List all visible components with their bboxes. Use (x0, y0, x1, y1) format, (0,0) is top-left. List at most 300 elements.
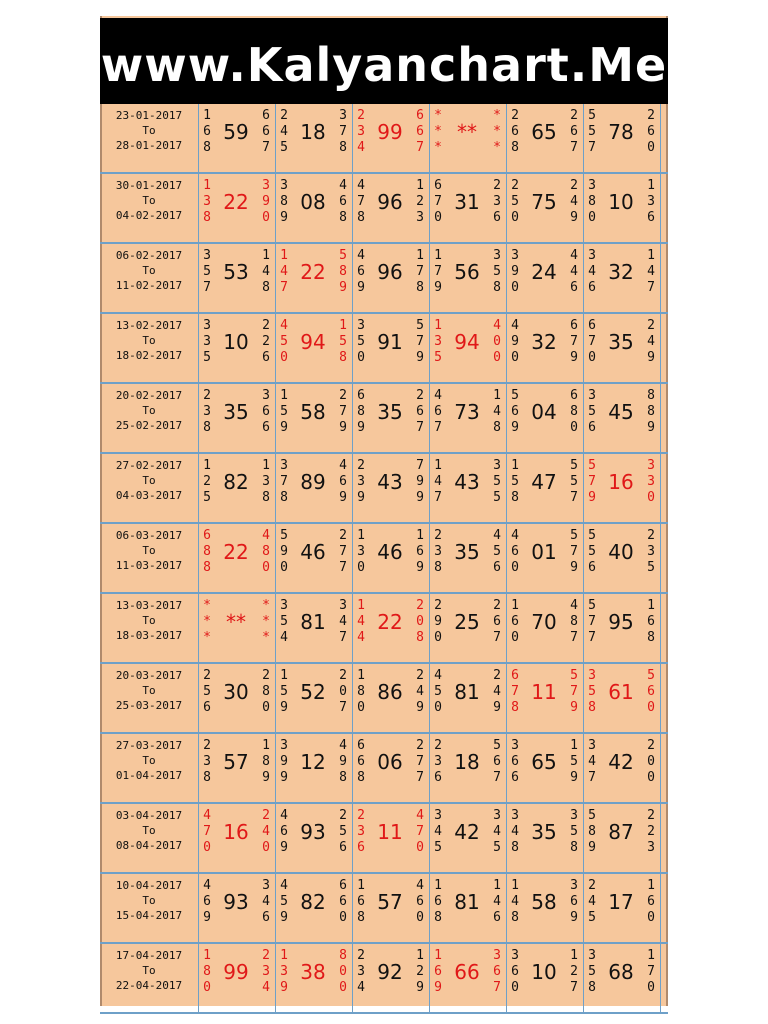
panna-digit: 8 (262, 280, 270, 295)
open-panna (201, 178, 213, 226)
column-divider (660, 594, 661, 664)
panna-digit: 7 (588, 334, 596, 349)
panna-digit: 8 (203, 140, 211, 155)
panna-digit: 5 (588, 684, 596, 699)
panna-digit: 4 (339, 738, 347, 753)
panna-digit: 4 (416, 684, 424, 699)
panna-digit: 4 (357, 248, 365, 263)
panna-digit: 2 (647, 808, 655, 823)
panna-digit: 5 (493, 474, 501, 489)
day-result-cell (352, 174, 429, 244)
date-line: 27-02-2017 (115, 459, 183, 472)
panna-digit: 2 (647, 738, 655, 753)
panna-digit: 3 (511, 808, 519, 823)
panna-digit: 1 (647, 598, 655, 613)
panna-digit: 2 (357, 458, 365, 473)
date-range (100, 878, 198, 923)
close-panna (491, 878, 503, 926)
panna-digit: 4 (280, 630, 288, 645)
panna-digit: 9 (280, 980, 288, 995)
panna-digit: 3 (280, 598, 288, 613)
day-result-cell (275, 244, 352, 314)
panna-digit: 2 (357, 108, 365, 123)
day-result-cell (583, 244, 660, 314)
panna-digit: 6 (203, 528, 211, 543)
panna-digit: 6 (493, 964, 501, 979)
week-row (100, 804, 668, 874)
week-row (100, 384, 668, 454)
panna-digit: 3 (434, 808, 442, 823)
panna-digit: 3 (339, 598, 347, 613)
open-panna (355, 948, 367, 996)
jodi-value: 58 (531, 890, 557, 914)
day-result-cell (583, 594, 660, 664)
panna-digit: 6 (511, 404, 519, 419)
panna-digit: 5 (647, 668, 655, 683)
panna-digit: 3 (203, 318, 211, 333)
panna-digit: 3 (511, 248, 519, 263)
panna-digit: 7 (339, 560, 347, 575)
panna-digit: 0 (339, 910, 347, 925)
panna-digit: 1 (203, 178, 211, 193)
jodi-value: 18 (300, 120, 326, 144)
date-line: 08-04-2017 (115, 839, 183, 852)
jodi-value: 75 (531, 190, 557, 214)
open-panna (278, 248, 290, 296)
jodi-value: 61 (608, 680, 634, 704)
open-panna (201, 108, 213, 156)
jodi-value: 06 (377, 750, 403, 774)
panna-digit: 8 (203, 420, 211, 435)
jodi-value: 99 (377, 120, 403, 144)
week-row (100, 874, 668, 944)
panna-digit: 9 (434, 614, 442, 629)
panna-digit: 5 (511, 474, 519, 489)
jodi-value: 10 (531, 960, 557, 984)
panna-digit: 9 (416, 350, 424, 365)
panna-digit: 7 (493, 630, 501, 645)
day-result-cell (506, 384, 583, 454)
jodi-value: 22 (223, 540, 249, 564)
jodi-value: 99 (223, 960, 249, 984)
panna-digit: 3 (262, 964, 270, 979)
panna-digit: 5 (280, 334, 288, 349)
panna-digit: 8 (339, 948, 347, 963)
close-panna (491, 248, 503, 296)
open-panna (432, 178, 444, 226)
close-panna (337, 878, 349, 926)
panna-digit: 2 (416, 598, 424, 613)
panna-digit: 2 (588, 878, 596, 893)
close-panna (260, 388, 272, 436)
panna-digit: 5 (570, 474, 578, 489)
panna-digit: 7 (588, 474, 596, 489)
panna-digit: 3 (588, 668, 596, 683)
panna-digit: 2 (339, 808, 347, 823)
panna-digit: 6 (262, 420, 270, 435)
day-result-cell (583, 664, 660, 734)
day-result-cell (506, 804, 583, 874)
jodi-value: 53 (223, 260, 249, 284)
panna-digit: 5 (647, 560, 655, 575)
day-result-cell (198, 104, 275, 174)
panna-digit: 7 (570, 980, 578, 995)
panna-digit: 0 (339, 964, 347, 979)
day-result-cell (352, 804, 429, 874)
panna-digit: 3 (570, 878, 578, 893)
panna-digit: 4 (511, 894, 519, 909)
panna-digit: 6 (416, 124, 424, 139)
panna-digit: 1 (493, 878, 501, 893)
panna-digit: 8 (647, 630, 655, 645)
panna-digit: 5 (357, 334, 365, 349)
panna-digit: 7 (416, 420, 424, 435)
day-result-cell (275, 594, 352, 664)
panna-digit: 7 (357, 194, 365, 209)
panna-digit: 6 (511, 544, 519, 559)
jodi-value: 91 (377, 330, 403, 354)
panna-digit: 4 (416, 878, 424, 893)
panna-digit: 3 (647, 458, 655, 473)
panna-digit: 8 (357, 404, 365, 419)
jodi-value: 96 (377, 190, 403, 214)
panna-digit: 1 (416, 178, 424, 193)
panna-digit: 4 (280, 124, 288, 139)
open-panna (432, 738, 444, 786)
jodi-value: 56 (454, 260, 480, 284)
date-range (100, 458, 198, 503)
close-panna (414, 318, 426, 366)
panna-digit: 9 (416, 490, 424, 505)
panna-digit: 0 (588, 210, 596, 225)
panna-digit: 6 (357, 840, 365, 855)
open-panna (355, 668, 367, 716)
panna-digit: 5 (588, 544, 596, 559)
panna-digit: 7 (339, 700, 347, 715)
panna-digit: 9 (262, 194, 270, 209)
jodi-value: 35 (531, 820, 557, 844)
jodi-value: 58 (300, 400, 326, 424)
panna-digit: 3 (416, 210, 424, 225)
jodi-value: 24 (531, 260, 557, 284)
panna-digit: 2 (434, 738, 442, 753)
panna-digit: 7 (570, 490, 578, 505)
panna-digit: 7 (416, 824, 424, 839)
week-row (100, 314, 668, 384)
week-row (100, 734, 668, 804)
panna-digit: 9 (280, 544, 288, 559)
panna-digit: 0 (339, 980, 347, 995)
panna-digit: 9 (647, 420, 655, 435)
week-row (100, 594, 668, 664)
date-line: 30-01-2017 (115, 179, 183, 192)
jodi-value: 46 (377, 540, 403, 564)
panna-digit: 6 (493, 754, 501, 769)
close-panna (414, 108, 426, 156)
day-result-cell (275, 664, 352, 734)
day-result-cell (352, 944, 429, 1014)
panna-digit: 9 (647, 350, 655, 365)
panna-digit: 9 (493, 700, 501, 715)
panna-digit: 6 (434, 770, 442, 785)
panna-digit: 6 (203, 894, 211, 909)
jodi-value: 93 (223, 890, 249, 914)
jodi-value: 30 (223, 680, 249, 704)
date-line: 27-03-2017 (115, 739, 183, 752)
panna-digit: 9 (357, 280, 365, 295)
panna-digit: 2 (339, 528, 347, 543)
date-line: To (142, 754, 156, 767)
panna-digit: 1 (262, 738, 270, 753)
panna-digit: 6 (280, 824, 288, 839)
panna-digit: 5 (570, 754, 578, 769)
panna-digit: 2 (570, 108, 578, 123)
close-panna (414, 458, 426, 506)
panna-digit: 5 (588, 108, 596, 123)
panna-digit: 9 (588, 490, 596, 505)
panna-digit: 8 (588, 824, 596, 839)
panna-digit: 7 (434, 194, 442, 209)
panna-digit: 3 (357, 544, 365, 559)
open-panna (355, 248, 367, 296)
close-panna (568, 808, 580, 856)
date-line: To (142, 544, 156, 557)
column-divider (660, 664, 661, 734)
panna-digit: 8 (357, 210, 365, 225)
jodi-value: 35 (223, 400, 249, 424)
panna-digit: 4 (280, 878, 288, 893)
panna-digit: 4 (493, 404, 501, 419)
close-panna (645, 878, 657, 926)
panna-digit: 7 (647, 280, 655, 295)
day-result-cell (429, 454, 506, 524)
close-panna (491, 108, 503, 156)
jodi-value: ** (226, 610, 246, 634)
open-panna (586, 248, 598, 296)
panna-digit: 4 (434, 824, 442, 839)
panna-digit: 9 (203, 910, 211, 925)
panna-digit: 5 (280, 894, 288, 909)
jodi-value: 66 (454, 960, 480, 984)
panna-digit: 7 (203, 280, 211, 295)
column-divider (660, 454, 661, 524)
date-line: 18-02-2017 (115, 349, 183, 362)
panna-digit: 6 (416, 404, 424, 419)
open-panna (278, 108, 290, 156)
panna-digit: 2 (570, 964, 578, 979)
panna-digit: 9 (416, 560, 424, 575)
date-line: 22-04-2017 (115, 979, 183, 992)
panna-digit: 2 (511, 108, 519, 123)
panna-digit: 1 (262, 248, 270, 263)
panna-digit: 7 (262, 140, 270, 155)
day-result-cell (352, 104, 429, 174)
panna-digit: 3 (262, 474, 270, 489)
panna-digit: 6 (493, 210, 501, 225)
panna-digit: 0 (588, 350, 596, 365)
panna-digit: 1 (416, 248, 424, 263)
panna-digit: 7 (570, 140, 578, 155)
panna-digit: 6 (262, 108, 270, 123)
panna-digit: 9 (511, 420, 519, 435)
panna-digit: 8 (511, 490, 519, 505)
panna-digit: 1 (511, 878, 519, 893)
panna-digit: 7 (493, 770, 501, 785)
panna-digit: 9 (588, 840, 596, 855)
panna-digit: 2 (339, 388, 347, 403)
close-panna (414, 178, 426, 226)
open-panna (586, 668, 598, 716)
panna-digit: 4 (262, 980, 270, 995)
jodi-value: 35 (454, 540, 480, 564)
close-panna (568, 598, 580, 646)
panna-digit: 3 (493, 808, 501, 823)
panna-digit: 4 (280, 264, 288, 279)
panna-digit: 3 (493, 194, 501, 209)
column-divider (660, 174, 661, 244)
panna-digit: 6 (357, 738, 365, 753)
date-line: 23-01-2017 (115, 109, 183, 122)
open-panna (278, 808, 290, 856)
panna-digit: 0 (203, 980, 211, 995)
panna-digit: 8 (588, 194, 596, 209)
panna-digit: 4 (493, 824, 501, 839)
close-panna (491, 598, 503, 646)
panna-digit: 7 (416, 264, 424, 279)
day-result-cell (352, 524, 429, 594)
panna-digit: 6 (262, 350, 270, 365)
close-panna (491, 388, 503, 436)
panna-digit: 9 (339, 754, 347, 769)
open-panna (201, 248, 213, 296)
open-panna (432, 388, 444, 436)
panna-digit: 6 (570, 280, 578, 295)
jodi-value: 22 (377, 610, 403, 634)
panna-digit: 4 (588, 754, 596, 769)
open-panna (355, 318, 367, 366)
panna-digit: 7 (339, 544, 347, 559)
close-panna (414, 878, 426, 926)
panna-digit: 5 (511, 388, 519, 403)
close-panna (568, 318, 580, 366)
day-result-cell (506, 314, 583, 384)
panna-digit: 4 (357, 630, 365, 645)
open-panna (509, 738, 521, 786)
panna-digit: 6 (203, 700, 211, 715)
close-panna (414, 808, 426, 856)
panna-digit: 1 (203, 458, 211, 473)
panna-digit: 3 (357, 824, 365, 839)
panna-digit: 6 (570, 894, 578, 909)
panna-digit: 6 (416, 894, 424, 909)
date-line: To (142, 684, 156, 697)
panna-digit: 8 (493, 420, 501, 435)
panna-digit: 5 (588, 528, 596, 543)
panna-digit: 7 (434, 420, 442, 435)
day-result-cell (429, 174, 506, 244)
open-panna (586, 528, 598, 576)
panna-digit: 6 (434, 964, 442, 979)
day-result-cell (275, 944, 352, 1014)
panna-digit: 8 (262, 684, 270, 699)
day-result-cell (583, 174, 660, 244)
day-result-cell (275, 104, 352, 174)
jodi-value: 73 (454, 400, 480, 424)
panna-digit: 7 (416, 334, 424, 349)
open-panna (432, 318, 444, 366)
jodi-value: 25 (454, 610, 480, 634)
jodi-value: 65 (531, 750, 557, 774)
day-result-cell (429, 384, 506, 454)
open-panna (355, 108, 367, 156)
panna-digit: 8 (262, 544, 270, 559)
panna-digit: 6 (262, 124, 270, 139)
jodi-value: 40 (608, 540, 634, 564)
panna-digit: * (262, 630, 270, 645)
panna-digit: 1 (280, 948, 288, 963)
jodi-value: 52 (300, 680, 326, 704)
jodi-value: 81 (300, 610, 326, 634)
day-result-cell (429, 104, 506, 174)
panna-digit: * (493, 124, 501, 139)
panna-digit: 3 (203, 194, 211, 209)
panna-digit: 6 (493, 560, 501, 575)
panna-digit: 6 (262, 404, 270, 419)
panna-digit: 0 (434, 700, 442, 715)
panna-digit: 1 (570, 948, 578, 963)
panna-digit: 0 (280, 350, 288, 365)
close-panna (491, 808, 503, 856)
panna-digit: 7 (339, 404, 347, 419)
date-range (100, 318, 198, 363)
panna-digit: 3 (570, 808, 578, 823)
date-line: To (142, 474, 156, 487)
panna-digit: * (434, 108, 442, 123)
open-panna (509, 458, 521, 506)
panna-digit: 9 (570, 210, 578, 225)
day-result-cell (429, 944, 506, 1014)
panna-digit: 8 (434, 560, 442, 575)
panna-digit: 9 (570, 700, 578, 715)
open-panna (586, 178, 598, 226)
close-panna (337, 948, 349, 996)
close-panna (414, 388, 426, 436)
open-panna (586, 948, 598, 996)
week-row (100, 174, 668, 244)
panna-digit: 0 (280, 560, 288, 575)
close-panna (645, 248, 657, 296)
panna-digit: 8 (570, 404, 578, 419)
panna-digit: 1 (203, 108, 211, 123)
panna-digit: 7 (588, 630, 596, 645)
panna-digit: 3 (647, 474, 655, 489)
close-panna (568, 738, 580, 786)
panna-digit: 6 (339, 474, 347, 489)
date-line: 28-01-2017 (115, 139, 183, 152)
open-panna (586, 318, 598, 366)
panna-digit: 6 (434, 894, 442, 909)
date-line: 20-03-2017 (115, 669, 183, 682)
close-panna (645, 388, 657, 436)
panna-digit: 6 (647, 614, 655, 629)
panna-digit: 5 (416, 318, 424, 333)
day-result-cell (506, 104, 583, 174)
open-panna (278, 318, 290, 366)
panna-digit: 5 (493, 840, 501, 855)
panna-digit: 5 (570, 668, 578, 683)
panna-digit: 0 (262, 700, 270, 715)
panna-digit: 0 (203, 840, 211, 855)
